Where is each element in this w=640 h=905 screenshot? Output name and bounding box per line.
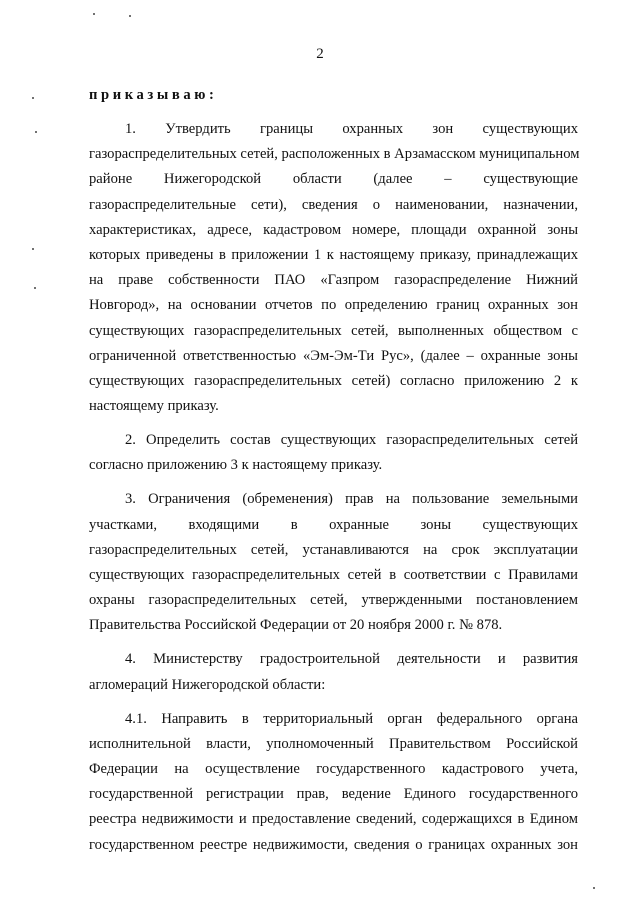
body-line: ограниченной ответственностью «Эм-Эм-Ти Рус», (далее – охранные зоны: [89, 347, 578, 364]
body-line: существующих газораспределительных сетей, выполненных обществом с: [89, 322, 578, 339]
body-line: 4. Министерству градостроительной деятельности и развития: [125, 651, 578, 668]
scan-speck: [129, 15, 131, 17]
body-line: участками, входящими в охранные зоны существующих: [89, 516, 578, 533]
body-line: Новгород», на основании отчетов по определению границ охранных зон: [89, 297, 578, 314]
body-line: газораспределительные сети), сведения о наименовании, назначении,: [89, 196, 578, 213]
body-line: газораспределительных сетей, устанавливаются на срок эксплуатации: [89, 541, 578, 558]
body-line: 2. Определить состав существующих газораспределительных сетей: [125, 432, 578, 449]
body-line: охраны газораспределительных сетей, утвержденными постановлением: [89, 592, 578, 609]
page-number: 2: [316, 46, 324, 62]
scan-speck: [35, 131, 37, 133]
scan-speck: [593, 887, 595, 889]
body-line: районе Нижегородской области (далее – существующие: [89, 171, 578, 188]
body-line: исполнительной власти, уполномоченный Правительством Российской: [89, 735, 578, 752]
body-line: на праве собственности ПАО «Газпром газораспределение Нижний: [89, 272, 578, 289]
body-line: характеристиках, адресе, кадастровом номере, площади охранной зоны: [89, 221, 578, 238]
body-line: 3. Ограничения (обременения) прав на пользование земельными: [125, 491, 578, 508]
body-line: которых приведены в приложении 1 к настоящему приказу, принадлежащих: [89, 247, 578, 263]
body-line: настоящему приказу.: [89, 398, 219, 415]
body-line: агломераций Нижегородской области:: [89, 676, 326, 693]
body-line: реестра недвижимости и предоставление сведений, содержащихся в Едином: [89, 811, 578, 828]
body-line: согласно приложению 3 к настоящему приказу.: [89, 457, 383, 474]
body-line: 4.1. Направить в территориальный орган федерального органа: [125, 710, 578, 727]
body-line: государственной регистрации прав, ведение Единого государственного: [89, 786, 578, 803]
body-line: 1. Утвердить границы охранных зон существующих: [125, 121, 578, 137]
order-word: приказываю:: [89, 87, 218, 103]
scan-speck: [93, 13, 95, 15]
scan-speck: [32, 97, 34, 99]
scan-speck: [34, 287, 36, 289]
body-line: государственном реестре недвижимости, сведения о границах охранных зон: [89, 836, 578, 853]
body-line: существующих газораспределительных сетей) согласно приложению 2 к: [89, 373, 578, 389]
body-line: Правительства Российской Федерации от 20 ноября 2000 г. № 878.: [89, 617, 503, 634]
scan-speck: [32, 248, 34, 250]
body-line: газораспределительных сетей, расположенных в Арзамасском муниципальном: [89, 146, 580, 163]
body-line: существующих газораспределительных сетей в соответствии с Правилами: [89, 567, 578, 583]
body-line: Федерации на осуществление государственного кадастрового учета,: [89, 761, 578, 777]
